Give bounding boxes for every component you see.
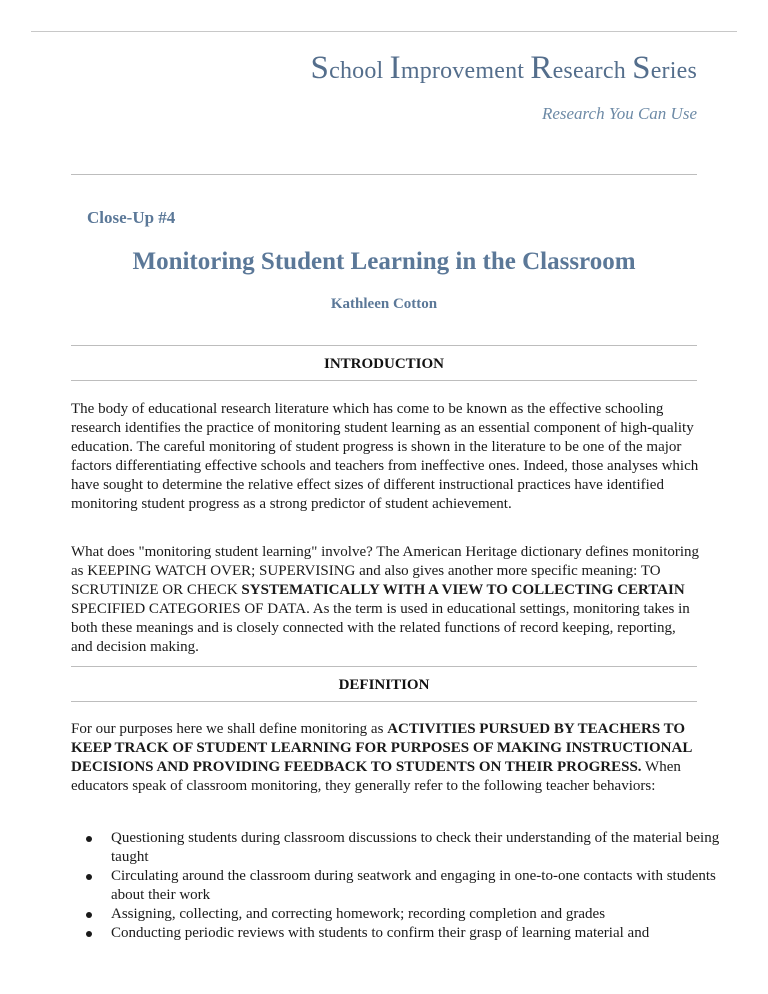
series-rest-2: mprovement	[400, 58, 531, 84]
introduction-heading: INTRODUCTION	[323, 356, 444, 372]
definition-heading: DEFINITION	[338, 677, 430, 693]
series-cap-2: I	[389, 50, 401, 86]
list-item: Circulating around the classroom during seatwork and engaging in one-to-one contacts with students about their work	[111, 867, 751, 905]
definition-text-a: For our purposes here we shall define monitoring as	[71, 721, 388, 737]
series-rest-3: esearch	[552, 58, 633, 84]
series-rest-4: eries	[650, 58, 697, 84]
header-divider	[71, 174, 697, 175]
page-title: Monitoring Student Learning in the Classroom	[132, 248, 636, 275]
author-name: Kathleen Cotton	[330, 296, 438, 312]
intro-p2-text-a: What does "monitoring student learning" involve? The American Heritage dictionary defines monitoring as KEEPING WATCH OVER; SUPERVISING and also gives another more specific meaning: TO SCRUTINIZE OR CHECK	[71, 544, 700, 598]
teacher-behaviors-list	[71, 829, 751, 943]
definition-paragraph	[71, 720, 701, 796]
intro-p2-text-c: SPECIFIED CATEGORIES OF DATA. As the term is used in educational settings, monitoring takes in both these meanings and is closely connected with the related functions of record keeping, reporting, and decision making.	[71, 601, 690, 655]
top-divider	[31, 31, 737, 32]
definition-rule-bottom	[71, 701, 697, 702]
series-rest-1: chool	[329, 58, 390, 84]
list-item: Conducting periodic reviews with students to confirm their grasp of learning material and	[111, 924, 751, 943]
series-title	[311, 50, 697, 87]
intro-p2-bold: SYSTEMATICALLY WITH A VIEW TO COLLECTING CERTAIN	[241, 582, 685, 598]
list-item: Assigning, collecting, and correcting homework; recording completion and grades	[111, 905, 751, 924]
intro-rule-top	[71, 345, 697, 346]
list-item: Questioning students during classroom discussions to check their understanding of the material being taught	[111, 829, 751, 867]
intro-rule-bottom	[71, 380, 697, 381]
intro-paragraph-2	[71, 543, 701, 657]
series-cap-4: S	[632, 50, 651, 86]
definition-text-c: When educators speak of classroom monitoring, they generally refer to the following teacher behaviors:	[71, 759, 681, 794]
definition-rule-top	[71, 666, 697, 667]
intro-paragraph-1: The body of educational research literature which has come to be known as the effective schooling research identifies the practice of monitoring student learning as an essential component of high-quality education. The careful monitoring of student progress is shown in the literature to be one of the major factors differentiating effective schools and teachers from ineffective ones. Indeed, those analyses which have sought to determine the relative effect sizes of different instructional practices have identified monitoring student progress as a strong predictor of student achievement.	[71, 401, 699, 512]
definition-bold: ACTIVITIES PURSUED BY TEACHERS TO KEEP TRACK OF STUDENT LEARNING FOR PURPOSES OF MAKING INSTRUCTIONAL DECISIONS AND PROVIDING FEEDBACK TO STUDENTS ON THEIR PROGRESS.	[71, 721, 692, 775]
series-tagline: Research You Can Use	[541, 104, 697, 123]
series-cap-1: S	[310, 50, 330, 86]
closeup-label: Close-Up #4	[87, 208, 176, 227]
series-cap-3: R	[530, 50, 553, 86]
